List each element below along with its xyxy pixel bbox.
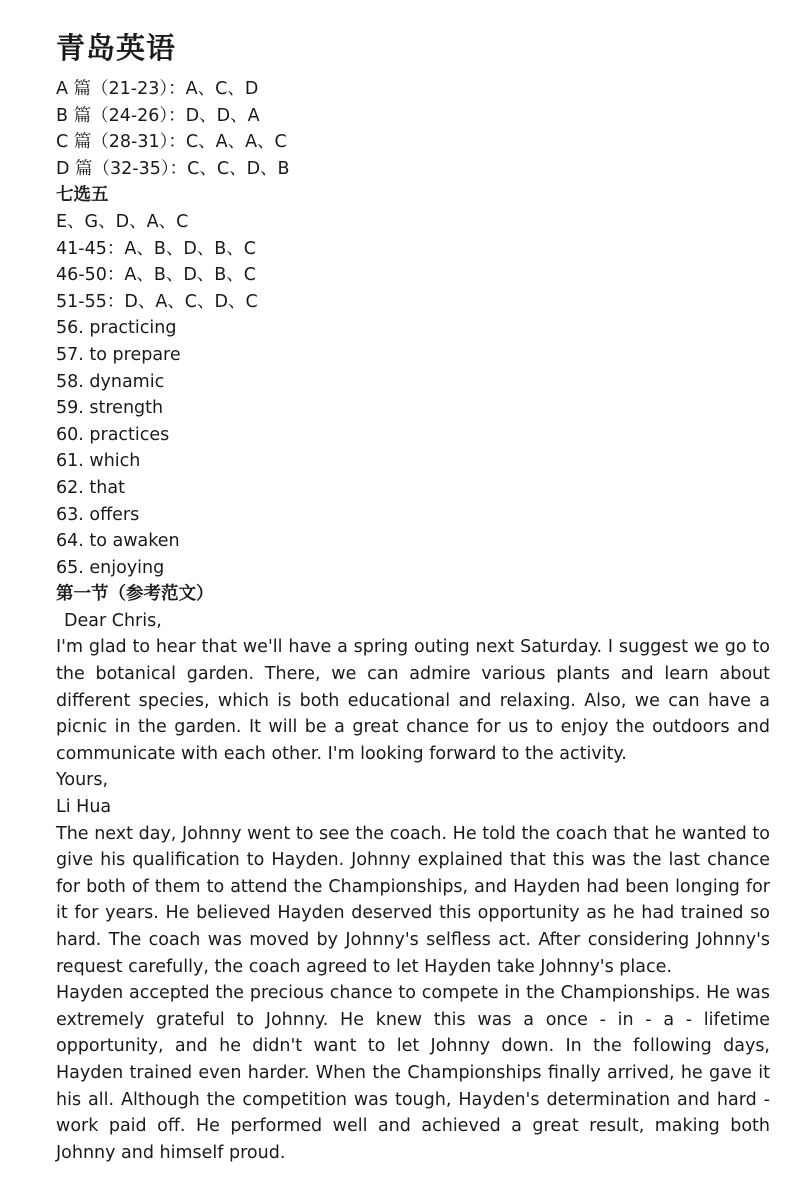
grammar-answer-58: 58. dynamic: [56, 371, 165, 392]
grammar-answer-64: 64. to awaken: [56, 531, 180, 552]
letter-signature: Li Hua: [56, 797, 112, 818]
continuation-writing: [56, 821, 770, 1167]
cloze-answers: [56, 236, 770, 316]
grammar-answer-62: 62. that: [56, 477, 125, 498]
seven-five-heading: 七选五: [56, 185, 109, 206]
answer-document: [56, 28, 770, 1166]
reading-answer-c: C 篇（28-31）：C、A、A、C: [56, 132, 287, 153]
reading-answer-d: D 篇（32-35）：C、C、D、B: [56, 158, 290, 179]
reading-answers: [56, 76, 770, 182]
grammar-answer-59: 59. strength: [56, 398, 164, 419]
grammar-answer-60: 60. practices: [56, 424, 170, 445]
writing-heading: 第一节（参考范文）: [56, 584, 214, 605]
continuation-paragraph-1: The next day, Johnny went to see the coach. He told the coach that he wanted to give his qualification to Hayden. Johnny explained that this was the last chance for both of them to attend the Championships, and Hayden had been longing for it for years. He believed Hayden deserved this opportunity as he had trained so hard. The coach was moved by Johnny's selfless act. After considering Johnny's request carefully, the coach agreed to let Hayden take Johnny's place.: [56, 823, 770, 977]
grammar-answer-63: 63. offers: [56, 504, 140, 525]
seven-five-answer: E、G、D、A、C: [56, 211, 189, 232]
reading-answer-a: A 篇（21-23）：A、C、D: [56, 79, 259, 99]
grammar-answer-65: 65. enjoying: [56, 557, 165, 578]
cloze-answer-41-45: 41-45：A、B、D、B、C: [56, 238, 257, 259]
grammar-answer-56: 56. practicing: [56, 318, 177, 339]
letter-salutation: Dear Chris,: [64, 610, 162, 631]
cloze-answer-51-55: 51-55：D、A、C、D、C: [56, 291, 258, 312]
grammar-answer-57: 57. to prepare: [56, 344, 181, 365]
letter-body: I'm glad to hear that we'll have a spring outing next Saturday. I suggest we go to the botanical garden. There, we can admire various plants and learn about different species, which is both educational and relaxing. Also, we can have a picnic in the garden. It will be a great chance for us to enjoy the outdoors and communicate with each other. I'm looking forward to the activity.: [56, 637, 770, 764]
grammar-answer-61: 61. which: [56, 451, 141, 472]
continuation-paragraph-2: Hayden accepted the precious chance to compete in the Championships. He was extremely grateful to Johnny. He knew this was a once - in - a - lifetime opportunity, and he didn't want to let Johnny down. In the following days, Hayden trained even harder. When the Championships finally arrived, he gave it his all. Although the competition was tough, Hayden's determination and hard - work paid off. He performed well and achieved a great result, making both Johnny and himself proud.: [56, 983, 770, 1163]
reading-answer-b: B 篇（24-26）：D、D、A: [56, 105, 260, 126]
grammar-answers: [56, 315, 770, 581]
model-letter: [56, 608, 770, 821]
letter-closing: Yours,: [56, 770, 109, 791]
page-title: 青岛英语: [56, 31, 177, 65]
cloze-answer-46-50: 46-50：A、B、D、B、C: [56, 265, 257, 286]
